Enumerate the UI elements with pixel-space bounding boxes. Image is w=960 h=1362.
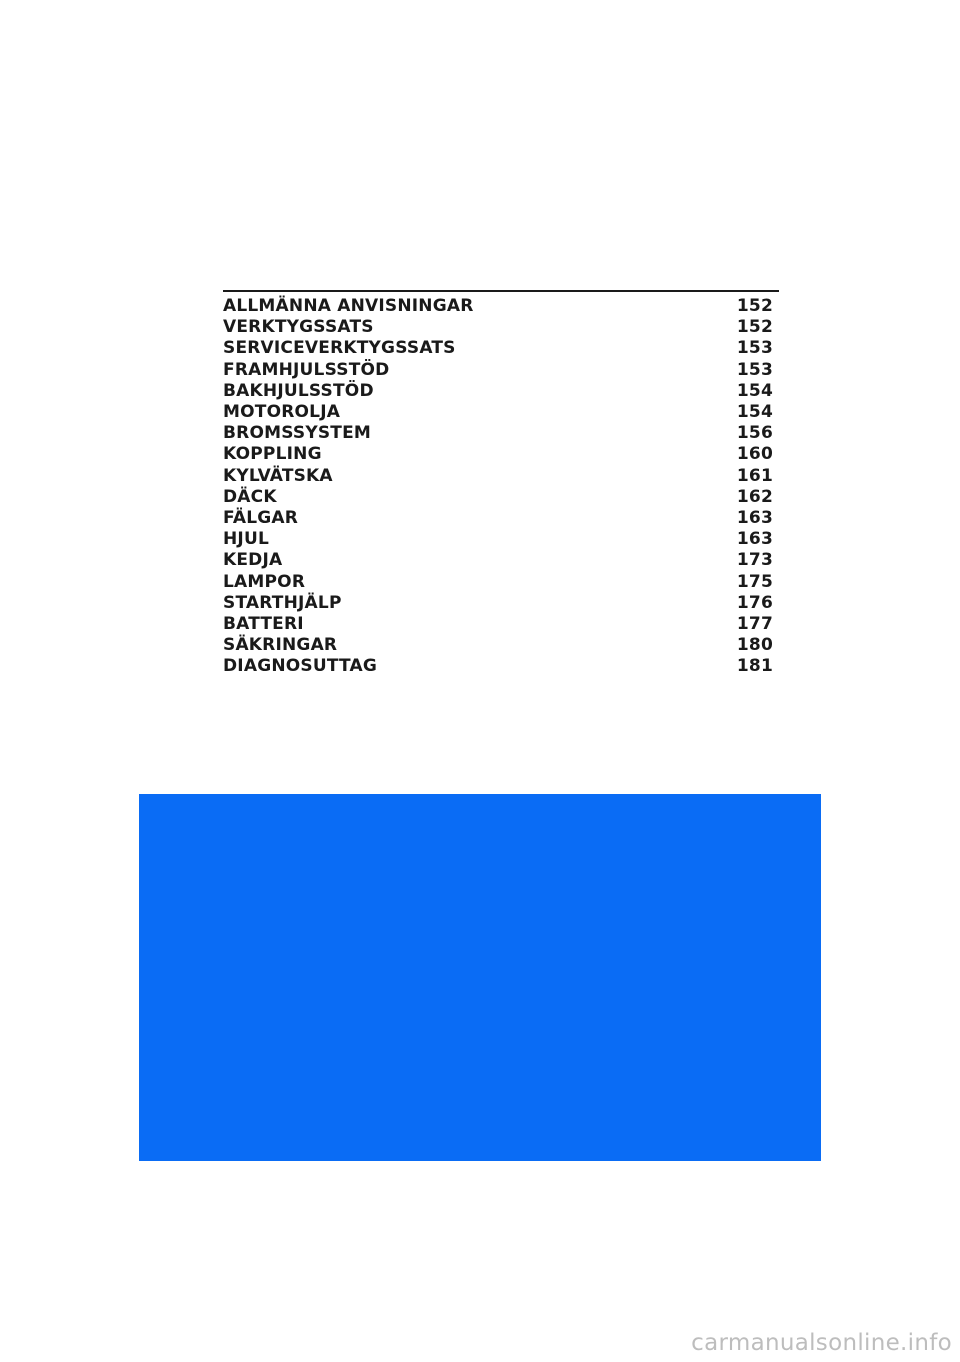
toc-entry-title: MOTOROLJA: [223, 402, 341, 423]
toc-entry[interactable]: [223, 614, 779, 635]
toc-entry[interactable]: [223, 317, 779, 338]
toc-entry-page: 180: [736, 635, 773, 656]
toc-entry[interactable]: [223, 550, 779, 571]
toc-entry-page: 175: [736, 571, 773, 592]
table-of-contents: [223, 290, 779, 677]
toc-entry[interactable]: [223, 593, 779, 614]
toc-entry[interactable]: [223, 656, 779, 677]
toc-entry-page: 163: [736, 507, 773, 528]
toc-entry-page: 152: [736, 317, 773, 338]
toc-entry-title: VERKTYGSSATS: [223, 317, 374, 338]
toc-entry-page: 154: [736, 380, 773, 401]
toc-entry[interactable]: [223, 635, 779, 656]
toc-entry-page: 173: [736, 550, 773, 571]
toc-entry-title: LAMPOR: [223, 571, 306, 592]
blue-section-panel: [139, 794, 821, 1161]
toc-entry-page: 181: [736, 656, 773, 677]
toc-entry-title: BAKHJULSSTÖD: [223, 380, 374, 401]
toc-entry-title: KEDJA: [223, 550, 283, 571]
toc-entry-page: 153: [736, 359, 773, 380]
toc-entry-title: SERVICEVERKTYGSSATS: [223, 338, 456, 359]
toc-entry[interactable]: [223, 487, 779, 508]
toc-entry-page: 152: [736, 296, 773, 317]
toc-entry-title: BATTERI: [223, 613, 304, 634]
toc-entry-page: 154: [736, 402, 773, 423]
toc-entry-title: HJUL: [223, 529, 269, 550]
toc-entry[interactable]: [223, 444, 779, 465]
toc-entry-page: 153: [736, 338, 773, 359]
toc-entry[interactable]: [223, 571, 779, 592]
watermark-text: carmanualsonline.info: [691, 1330, 952, 1356]
toc-entry-title: SÄKRINGAR: [223, 635, 338, 656]
toc-entry-page: 161: [736, 465, 773, 486]
toc-entry-page: 160: [736, 444, 773, 465]
toc-entry-page: 156: [736, 423, 773, 444]
toc-entry-page: 163: [736, 529, 773, 550]
toc-entry-title: FRAMHJULSSTÖD: [223, 359, 390, 380]
toc-entry[interactable]: [223, 338, 779, 359]
toc-entry-page: 177: [736, 613, 773, 634]
toc-entry[interactable]: [223, 402, 779, 423]
toc-entry[interactable]: [223, 296, 779, 317]
toc-entry-title: STARTHJÄLP: [223, 592, 342, 613]
toc-entry-title: BROMSSYSTEM: [223, 423, 372, 444]
toc-entry-title: KYLVÄTSKA: [223, 465, 333, 486]
toc-entry[interactable]: [223, 508, 779, 529]
toc-entry-page: 162: [736, 486, 773, 507]
toc-entry-title: DIAGNOSUTTAG: [223, 656, 378, 677]
toc-entry[interactable]: [223, 381, 779, 402]
toc-entry[interactable]: [223, 466, 779, 487]
toc-entry[interactable]: [223, 423, 779, 444]
toc-entry-title: KOPPLING: [223, 444, 322, 465]
toc-entry[interactable]: [223, 360, 779, 381]
toc-entry-title: FÄLGAR: [223, 507, 299, 528]
toc-entry-title: ALLMÄNNA ANVISNINGAR: [223, 296, 474, 317]
toc-entry-title: DÄCK: [223, 486, 277, 507]
toc-entry-page: 176: [736, 592, 773, 613]
toc-entry[interactable]: [223, 529, 779, 550]
